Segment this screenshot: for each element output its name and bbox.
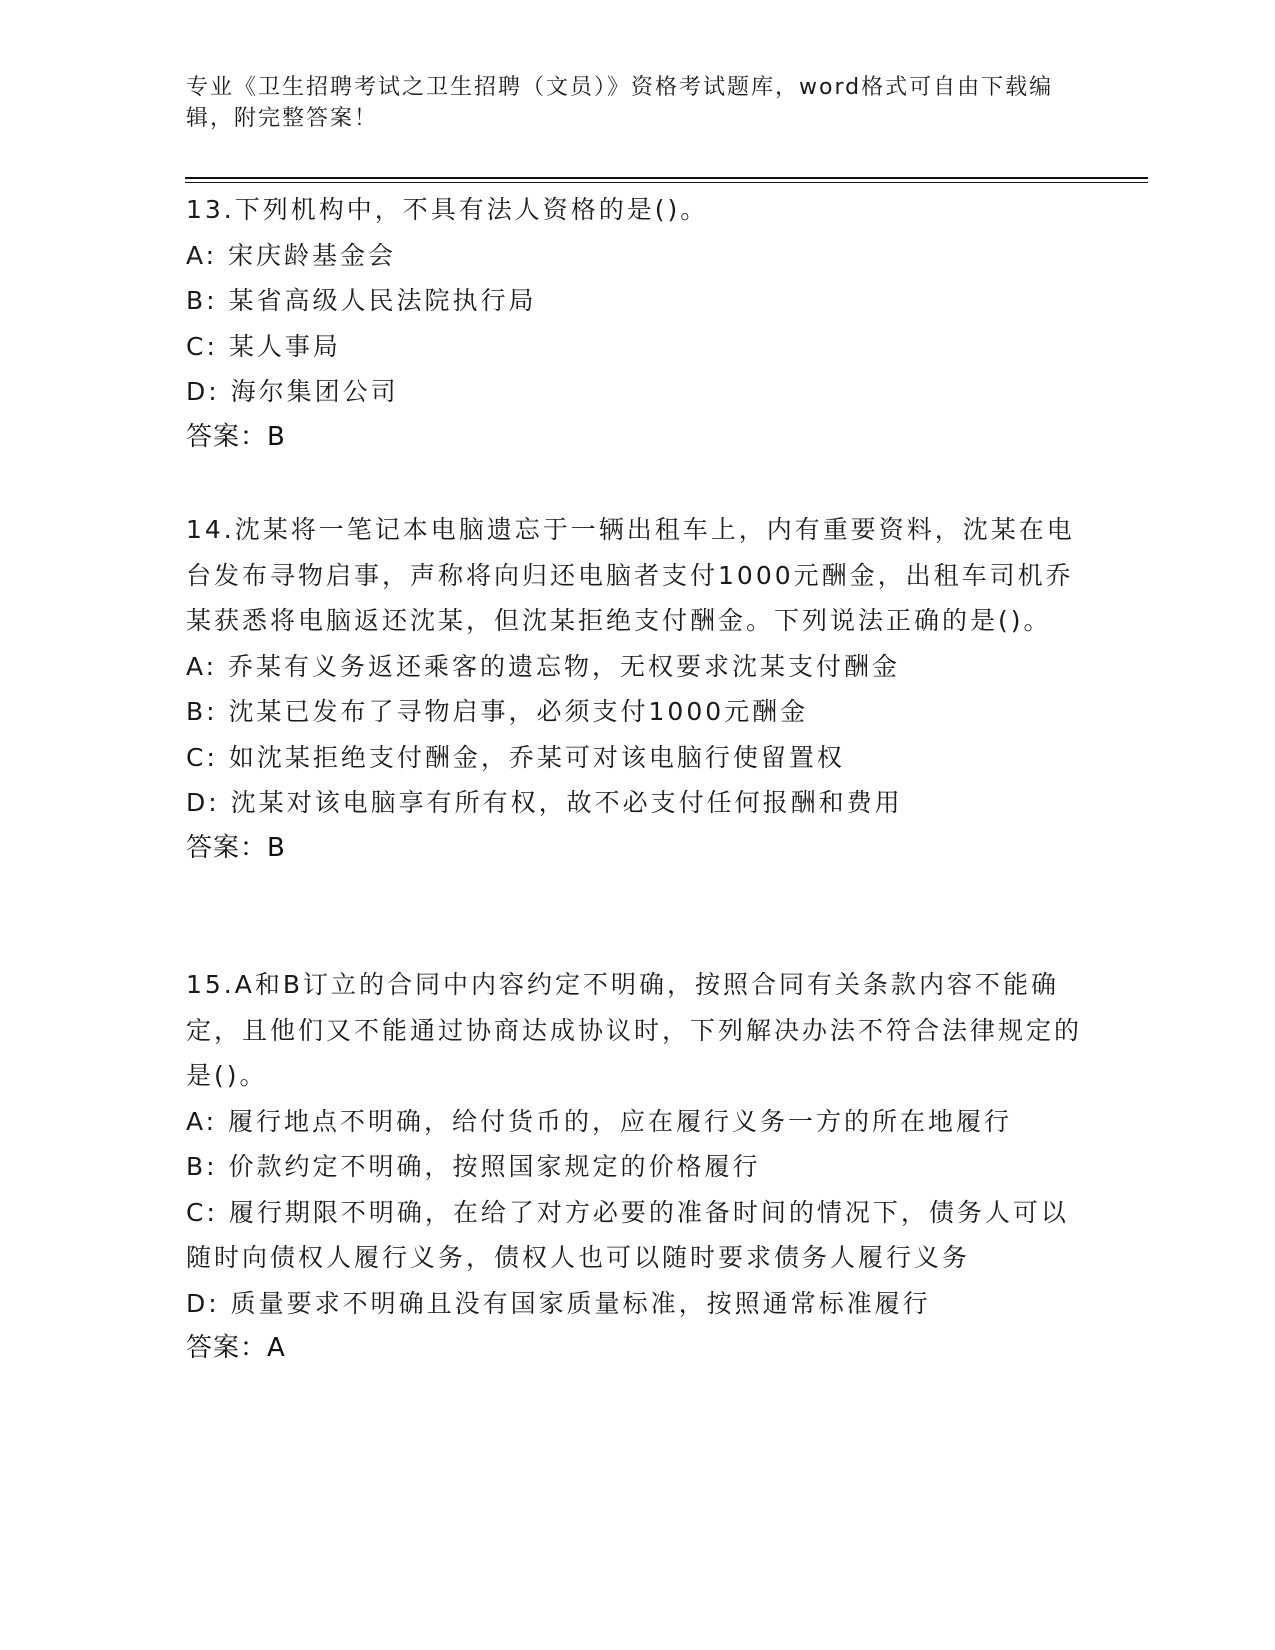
option-c: C: 履行期限不明确，在给了对方必要的准备时间的情况下，债务人可以随时向债权人履行义务，债权人也可以随时要求债务人履行义务 [186, 1197, 1069, 1272]
option-d: D: 质量要求不明确且没有国家质量标准，按照通常标准履行 [186, 1288, 931, 1318]
option-b: B: 某省高级人民法院执行局 [186, 286, 537, 315]
option-b: B: 沈某已发布了寻物启事，必须支付1000元酬金 [186, 697, 809, 726]
question-stem: 15.A和B订立的合同中内容约定不明确，按照合同有关条款内容不能确定，且他们又不能通过协商达成协议时，下列解决办法不符合法律规定的是()。 [186, 970, 1083, 1090]
option-b: B: 价款约定不明确，按照国家规定的价格履行 [186, 1152, 761, 1181]
option-d: D: 海尔集团公司 [186, 377, 399, 406]
option-a: A: 乔某有义务返还乘客的遗忘物，无权要求沈某支付酬金 [186, 651, 901, 681]
option-d: D: 沈某对该电脑享有所有权，故不必支付任何报酬和费用 [186, 788, 903, 817]
header-divider [185, 177, 1148, 179]
answer-label: 答案：A [186, 1333, 286, 1363]
option-a: A: 履行地点不明确，给付货币的，应在履行义务一方的所在地履行 [186, 1106, 1013, 1136]
question-14 [186, 507, 1086, 871]
question-stem: 14.沈某将一笔记本电脑遗忘于一辆出租车上，内有重要资料，沈某在电台发布寻物启事，声称将向归还电脑者支付1000元酬金，出租车司机乔某获悉将电脑返还沈某，但沈某拒绝支付酬金。下列说法正确的是()。 [186, 515, 1075, 635]
question-13 [186, 187, 1086, 460]
answer-label: 答案：B [186, 832, 286, 863]
option-c: C: 某人事局 [186, 331, 341, 361]
question-15 [186, 962, 1086, 1372]
document-header: 专业《卫生招聘考试之卫生招聘（文员）》资格考试题库，word格式可自由下载编辑，附完整答案！ [186, 75, 1054, 131]
option-c: C: 如沈某拒绝支付酬金，乔某可对该电脑行使留置权 [186, 742, 845, 772]
option-a: A: 宋庆龄基金会 [186, 240, 397, 270]
answer-label: 答案：B [186, 421, 286, 452]
header-divider-thin [185, 182, 1148, 183]
question-stem: 13.下列机构中，不具有法人资格的是()。 [186, 195, 709, 224]
